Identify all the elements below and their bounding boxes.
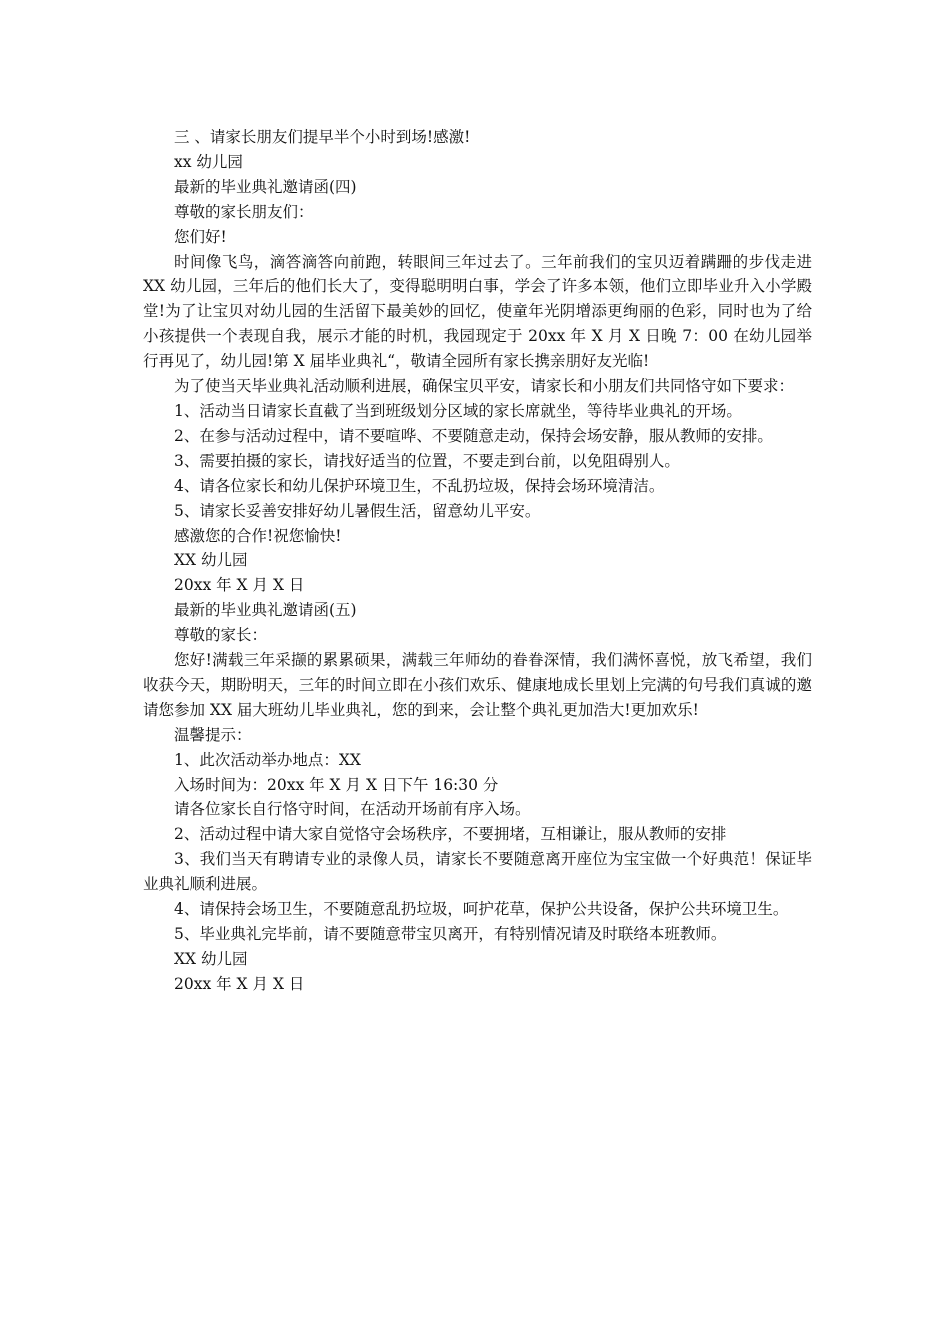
list-item: 3、需要拍摄的家长，请找好适当的位置，不要走到台前，以免阻碍别人。 (174, 451, 680, 470)
date-line: 20xx 年 X 月 X 日 (174, 576, 305, 595)
list-item: 5、请家长妥善安排好幼儿暑假生活，留意幼儿平安。 (174, 501, 541, 520)
date-line: 20xx 年 X 月 X 日 (174, 974, 305, 993)
list-item: 3、我们当天有聘请专业的录像人员，请家长不要随意离开座位为宝宝做一个好典范！保证毕业典礼顺利进展。 (143, 850, 812, 894)
salutation: 尊敬的家长： (174, 626, 268, 645)
tips-heading: 温馨提示： (174, 725, 252, 744)
list-item: 1、活动当日请家长直截了当到班级划分区域的家长席就坐，等待毕业典礼的开场。 (174, 401, 742, 420)
list-item: 4、请保持会场卫生，不要随意乱扔垃圾，呵护花草，保护公共设备，保护公共环境卫生。 (174, 900, 789, 919)
list-item: 2、活动过程中请大家自觉恪守会场秩序，不要拥堵，互相谦让，服从教师的安排 (174, 825, 727, 844)
signature-line: XX 幼儿园 (174, 551, 248, 570)
body-paragraph: 为了使当天毕业典礼活动顺利进展，确保宝贝平安，请家长和小朋友们共同恪守如下要求： (174, 377, 795, 396)
list-item: 1、此次活动举办地点：XX (174, 750, 361, 769)
greeting: 您们好! (174, 227, 227, 246)
body-paragraph: 三 、请家长朋友们提早半个小时到场!感激! (174, 128, 471, 146)
list-item: 请各位家长自行恪守时间，在活动开场前有序入场。 (174, 800, 531, 819)
signature-line: XX 幼儿园 (174, 949, 248, 968)
list-item: 4、请各位家长和幼儿保护环境卫生，不乱扔垃圾，保持会场环境清洁。 (174, 476, 665, 495)
list-item: 5、毕业典礼完毕前，请不要随意带宝贝离开，有特别情况请及时联络本班教师。 (174, 925, 727, 943)
body-paragraph: 时间像飞鸟，滴答滴答向前跑，转眼间三年过去了。三年前我们的宝贝迈着蹒跚的步伐走进 XX 幼儿园，三年后的他们长大了，变得聪明明白事，学会了许多本领，他们立即毕业升入小学殿堂!为了让宝贝对幼儿园的生活留下最美妙的回忆，使童年光阴增添更绚丽的色彩，同时也为了给小孩提供一个表现自我，展示才能的时机，我园现定于 20xx 年 X 月 X 日晚 7：00 在幼儿园举行再见了，幼儿园!第 X 届毕业典礼“，敬请全园所有家长携亲朋好友光临! (143, 252, 812, 371)
closing-line: 感激您的合作!祝您愉快! (174, 526, 342, 545)
body-paragraph: 您好!满载三年采撷的累累硕果，满载三年师幼的眷眷深情，我们满怀喜悦，放飞希望，我们收获今天，期盼明天，三年的时间立即在小孩们欢乐、健康地成长里划上完满的句号我们真诚的邀请您参加 XX 届大班幼儿毕业典礼，您的到来，会让整个典礼更加浩大!更加欢乐! (143, 651, 812, 719)
section-title: 最新的毕业典礼邀请函(五) (174, 601, 357, 620)
signature-line: xx 幼儿园 (174, 152, 243, 171)
salutation: 尊敬的家长朋友们： (174, 202, 314, 221)
list-item: 入场时间为：20xx 年 X 月 X 日下午 16:30 分 (174, 775, 499, 794)
section-title: 最新的毕业典礼邀请函(四) (174, 177, 357, 196)
list-item: 2、在参与活动过程中，请不要喧哗、不要随意走动，保持会场安静，服从教师的安排。 (174, 426, 773, 445)
